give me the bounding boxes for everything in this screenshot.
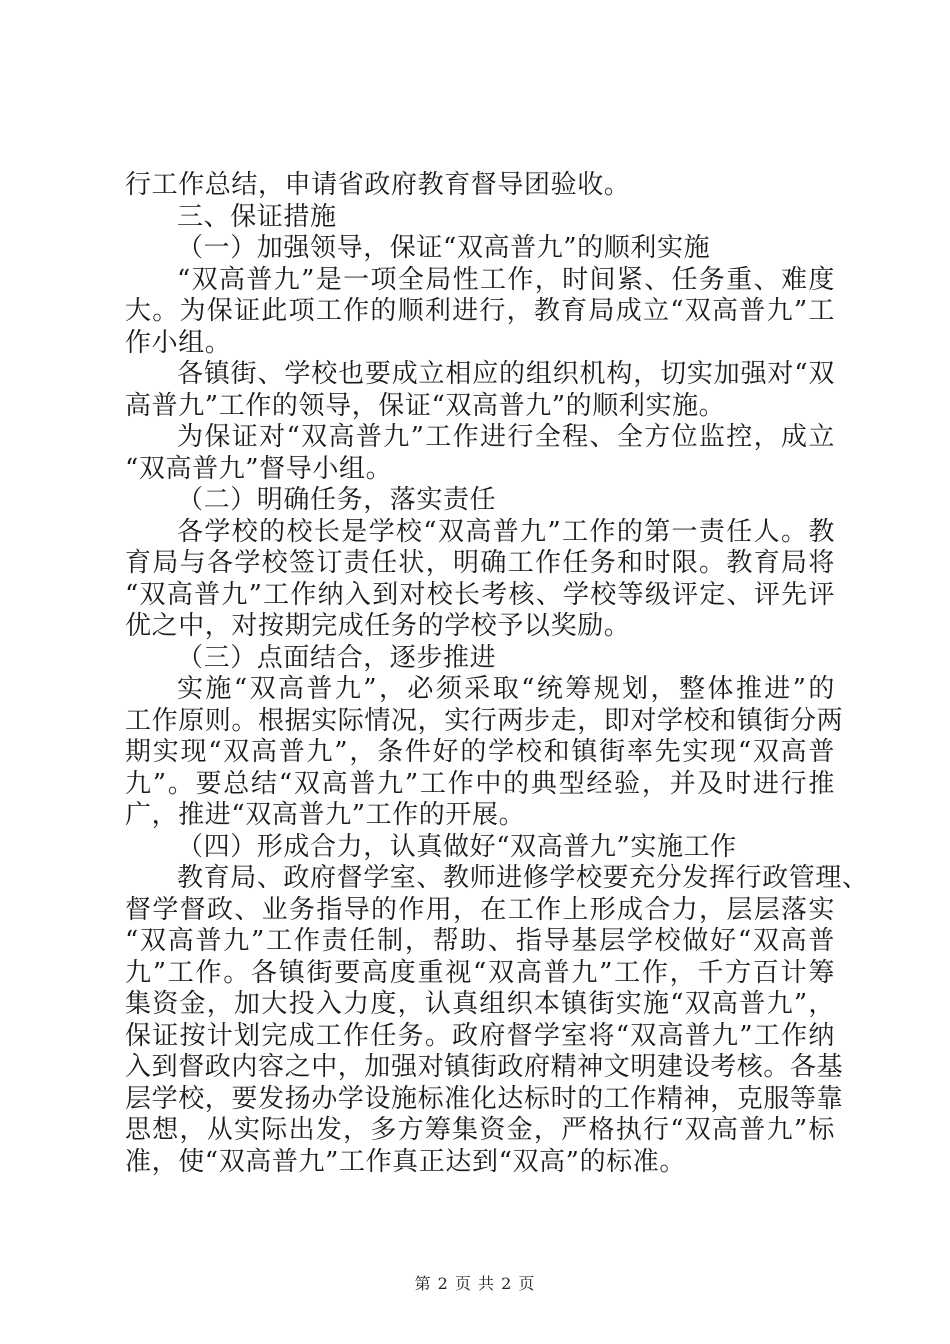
text-line: 广，推进“双高普九”工作的开展。: [125, 800, 526, 830]
text-line: 准，使“双高普九”工作真正达到“双高”的标准。: [125, 1146, 686, 1177]
text-line: 实施“双高普九”，必须采取“统筹规划，整体推进”的: [177, 674, 835, 704]
text-line: 高普九”工作的领导，保证“双高普九”的顺利实施。: [125, 390, 726, 421]
text-line: 九”工作。各镇街要高度重视“双高普九”工作，千方百计筹: [125, 957, 835, 988]
text-line: 集资金，加大投入力度，认真组织本镇街实施“双高普九”，: [125, 989, 835, 1019]
text-line: “双高普九”工作责任制，帮助、指导基层学校做好“双高普: [125, 926, 835, 956]
text-line: 思想，从实际出发，多方筹集资金，严格执行“双高普九”标: [125, 1115, 835, 1145]
text-line: 期实现“双高普九”，条件好的学校和镇街率先实现“双高普: [125, 737, 835, 767]
text-line: “双高普九”工作纳入到对校长考核、学校等级评定、评先评: [125, 579, 835, 610]
page-footer: 第 2 页 共 2 页: [414, 1274, 536, 1293]
document-body: [125, 170, 869, 1178]
text-line: 工作原则。根据实际情况，实行两步走，即对学校和镇街分两: [125, 705, 844, 736]
text-line: 优之中，对按期完成任务的学校予以奖励。: [125, 611, 631, 641]
text-line: 教育局、政府督学室、教师进修学校要充分发挥行政管理、: [177, 863, 869, 893]
text-line: 大。为保证此项工作的顺利进行，教育局成立“双高普九”工: [125, 296, 835, 326]
text-line: 各学校的校长是学校“双高普九”工作的第一责任人。教: [177, 516, 835, 547]
text-line: 行工作总结，申请省政府教育督导团验收。: [125, 170, 631, 200]
text-line: 三、保证措施: [177, 201, 337, 232]
text-line: 入到督政内容之中，加强对镇街政府精神文明建设考核。各基: [125, 1052, 844, 1082]
text-line: 为保证对“双高普九”工作进行全程、全方位监控，成立: [177, 422, 835, 452]
text-line: 督学督政、业务指导的作用，在工作上形成合力，层层落实: [125, 894, 835, 925]
text-line: “双高普九”督导小组。: [125, 453, 393, 484]
text-line: （二）明确任务，落实责任: [177, 485, 497, 515]
text-line: （三）点面结合，逐步推进: [177, 642, 497, 673]
text-line: （四）形成合力，认真做好“双高普九”实施工作: [177, 831, 737, 862]
text-line: 作小组。: [125, 327, 232, 358]
text-line: 层学校，要发扬办学设施标准化达标时的工作精神，克服等靠: [125, 1083, 844, 1114]
text-line: 育局与各学校签订责任状，明确工作任务和时限。教育局将: [125, 548, 835, 578]
text-line: 九”。要总结“双高普九”工作中的典型经验，并及时进行推: [125, 768, 835, 799]
text-line: （一）加强领导，保证“双高普九”的顺利实施: [177, 233, 711, 263]
text-line: 保证按计划完成工作任务。政府督学室将“双高普九”工作纳: [125, 1020, 835, 1051]
text-line: “双高普九”是一项全局性工作，时间紧、任务重、难度: [177, 264, 835, 295]
text-line: 各镇街、学校也要成立相应的组织机构，切实加强对“双: [177, 359, 835, 389]
